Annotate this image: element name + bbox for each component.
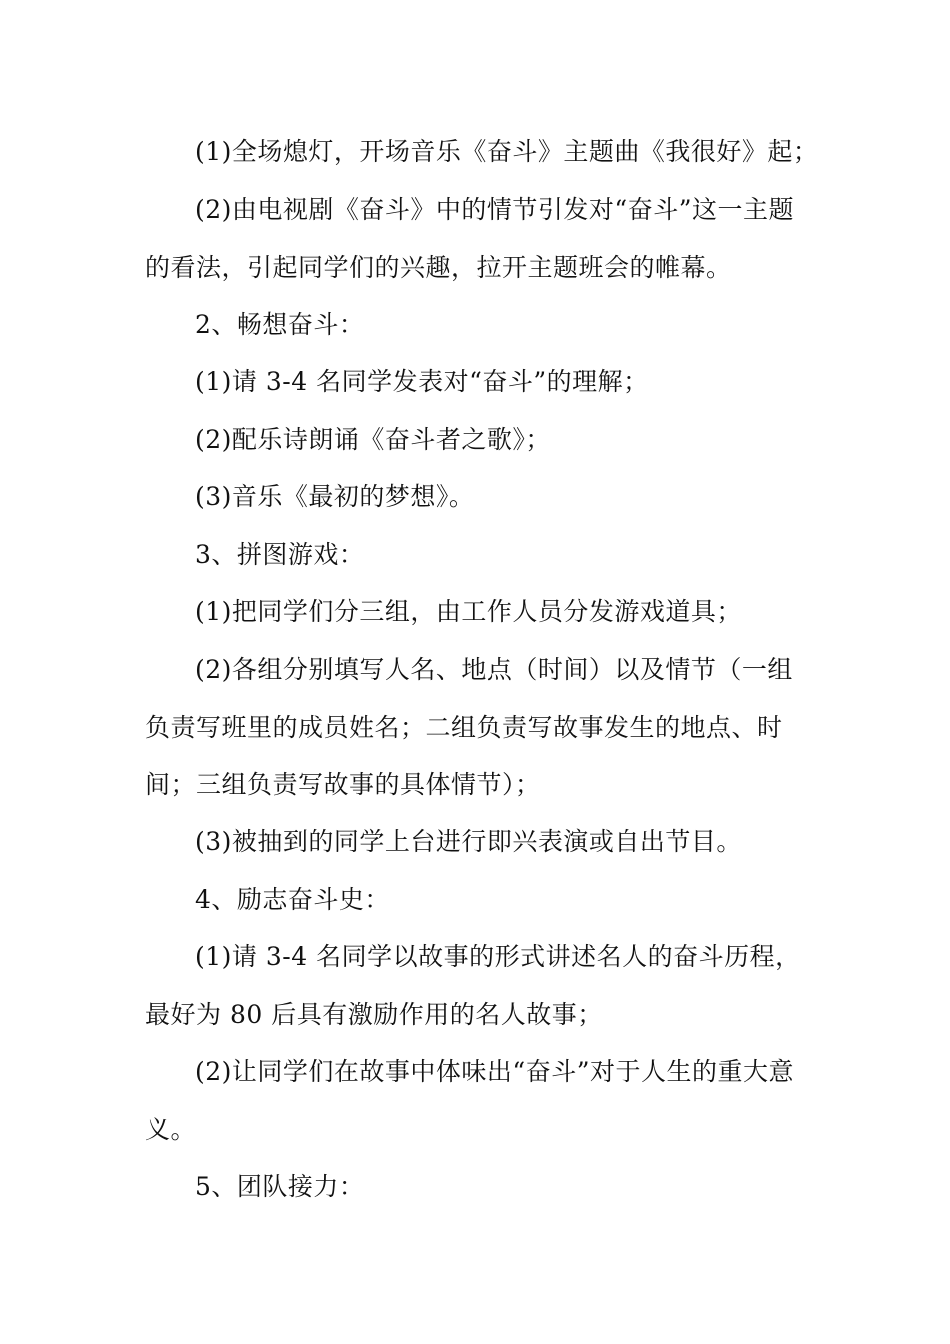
paragraph: (2)由电视剧《奋斗》中的情节引发对“奋斗”这一主题的看法，引起同学们的兴趣，拉开主题班会的帷幕。 <box>145 195 794 282</box>
section-heading: 2、畅想奋斗： <box>195 310 365 339</box>
paragraph: (1)把同学们分三组，由工作人员分发游戏道具； <box>195 597 742 626</box>
paragraph: (3)音乐《最初的梦想》。 <box>195 482 475 511</box>
paragraph: (2)让同学们在故事中体味出“奋斗”对于人生的重大意义。 <box>145 1057 794 1144</box>
paragraph: (1)请 3-4 名同学发表对“奋斗”的理解； <box>195 367 649 396</box>
paragraph: (2)配乐诗朗诵《奋斗者之歌》； <box>195 425 551 454</box>
paragraph: (2)各组分别填写人名、地点（时间）以及情节（一组负责写班里的成员姓名；二组负责写故事发生的地点、时间；三组负责写故事的具体情节）； <box>145 655 793 799</box>
paragraph: (1)全场熄灯，开场音乐《奋斗》主题曲《我很好》起； <box>195 137 819 166</box>
section-heading: 4、励志奋斗史： <box>195 885 390 914</box>
paragraph: (3)被抽到的同学上台进行即兴表演或自出节目。 <box>195 827 742 856</box>
section-heading: 3、拼图游戏： <box>195 540 365 569</box>
paragraph: (1)请 3-4 名同学以故事的形式讲述名人的奋斗历程，最好为 80 后具有激励作用的名人故事； <box>145 942 801 1029</box>
section-heading: 5、团队接力： <box>195 1172 365 1201</box>
